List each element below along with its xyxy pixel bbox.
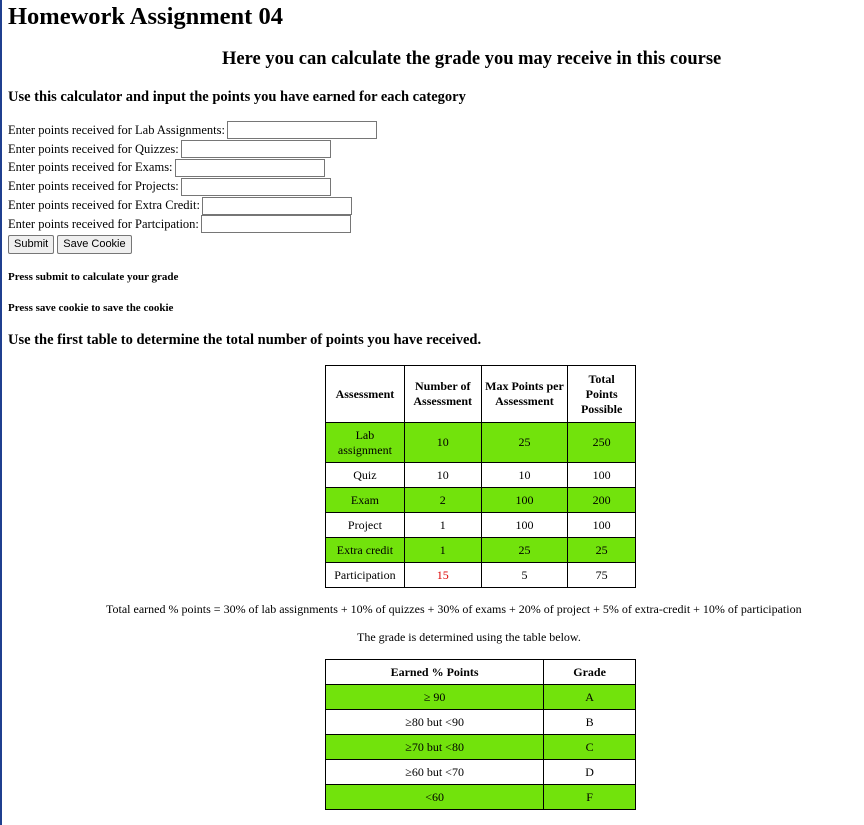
quizzes-label: Enter points received for Quizzes: [8,141,179,156]
table-row [326,735,636,760]
grade-calculator-form [8,121,377,254]
extra-credit-row [8,196,377,215]
extra-credit-input[interactable] [202,197,352,215]
table-cell: F [544,785,636,810]
points-table-header [326,366,636,423]
participation-row [8,215,377,234]
projects-label: Enter points received for Projects: [8,179,179,194]
table-cell: D [544,760,636,785]
header-max-points: Max Points per Assessment [481,366,568,423]
table-cell: 2 [404,488,481,513]
table-cell: 1 [404,513,481,538]
header-grade: Grade [544,660,636,685]
exams-input[interactable] [175,159,325,177]
submit-hint: Press submit to calculate your grade [8,271,179,283]
table-row [326,488,636,513]
header-earned-points: Earned % Points [326,660,544,685]
page-title: Homework Assignment 04 [8,3,283,30]
save-cookie-hint: Press save cookie to save the cookie [8,302,174,314]
participation-label: Enter points received for Partcipation: [8,216,199,231]
header-number-of-assessment: Number of Assessment [404,366,481,423]
table-row [326,538,636,563]
participation-input[interactable] [201,215,351,233]
grade-note: The grade is determined using the table below. [357,630,581,644]
table-cell: 25 [568,538,636,563]
table-cell: 250 [568,423,636,463]
header-assessment: Assessment [326,366,405,423]
submit-button[interactable]: Submit [8,235,54,254]
points-table [325,365,636,588]
table-row [326,423,636,463]
table-row [326,710,636,735]
table-cell: 75 [568,563,636,588]
table-cell: C [544,735,636,760]
table-cell: 1 [404,538,481,563]
lab-assignments-input[interactable] [227,121,377,139]
table-cell: 100 [568,513,636,538]
calculator-intro: Use this calculator and input the points you have earned for each category [8,89,466,105]
table-cell: 25 [481,423,568,463]
points-table-intro: Use the first table to determine the total number of points you have received. [8,332,482,348]
table-cell: 25 [481,538,568,563]
table-row [326,685,636,710]
exams-row [8,159,377,178]
grade-table [325,659,636,810]
table-row [326,760,636,785]
page-subtitle: Here you can calculate the grade you may receive in this course [222,49,722,69]
form-buttons [8,235,377,254]
grade-formula: Total earned % points = 30% of lab assignments + 10% of quizzes + 30% of exams + 20% of project + 5% of extra-credit + 10% of participation [106,602,802,616]
quizzes-row [8,140,377,159]
table-cell: A [544,685,636,710]
table-cell: 15 [404,563,481,588]
grade-table-header [326,660,636,685]
extra-credit-label: Enter points received for Extra Credit: [8,198,200,213]
table-cell: 10 [481,463,568,488]
lab-assignments-label: Enter points received for Lab Assignments: [8,122,225,137]
lab-assignments-row [8,121,377,140]
table-cell: <60 [326,785,544,810]
quizzes-input[interactable] [181,140,331,158]
header-total-points: Total Points Possible [568,366,636,423]
table-cell: 100 [481,488,568,513]
table-row [326,785,636,810]
table-cell: Project [326,513,405,538]
table-cell: 10 [404,463,481,488]
table-cell: 200 [568,488,636,513]
exams-label: Enter points received for Exams: [8,160,173,175]
projects-row [8,177,377,196]
window-edge [0,0,2,825]
save-cookie-button[interactable]: Save Cookie [57,235,131,254]
table-cell: B [544,710,636,735]
table-cell: ≥60 but <70 [326,760,544,785]
table-cell: Extra credit [326,538,405,563]
table-cell: ≥70 but <80 [326,735,544,760]
table-row [326,513,636,538]
table-row [326,563,636,588]
table-cell: 100 [568,463,636,488]
table-cell: Lab assignment [326,423,405,463]
table-cell: 10 [404,423,481,463]
table-cell: ≥ 90 [326,685,544,710]
table-cell: 100 [481,513,568,538]
table-cell: ≥80 but <90 [326,710,544,735]
table-cell: Exam [326,488,405,513]
table-cell: Quiz [326,463,405,488]
projects-input[interactable] [181,178,331,196]
table-row [326,463,636,488]
table-cell: 5 [481,563,568,588]
table-cell: Participation [326,563,405,588]
